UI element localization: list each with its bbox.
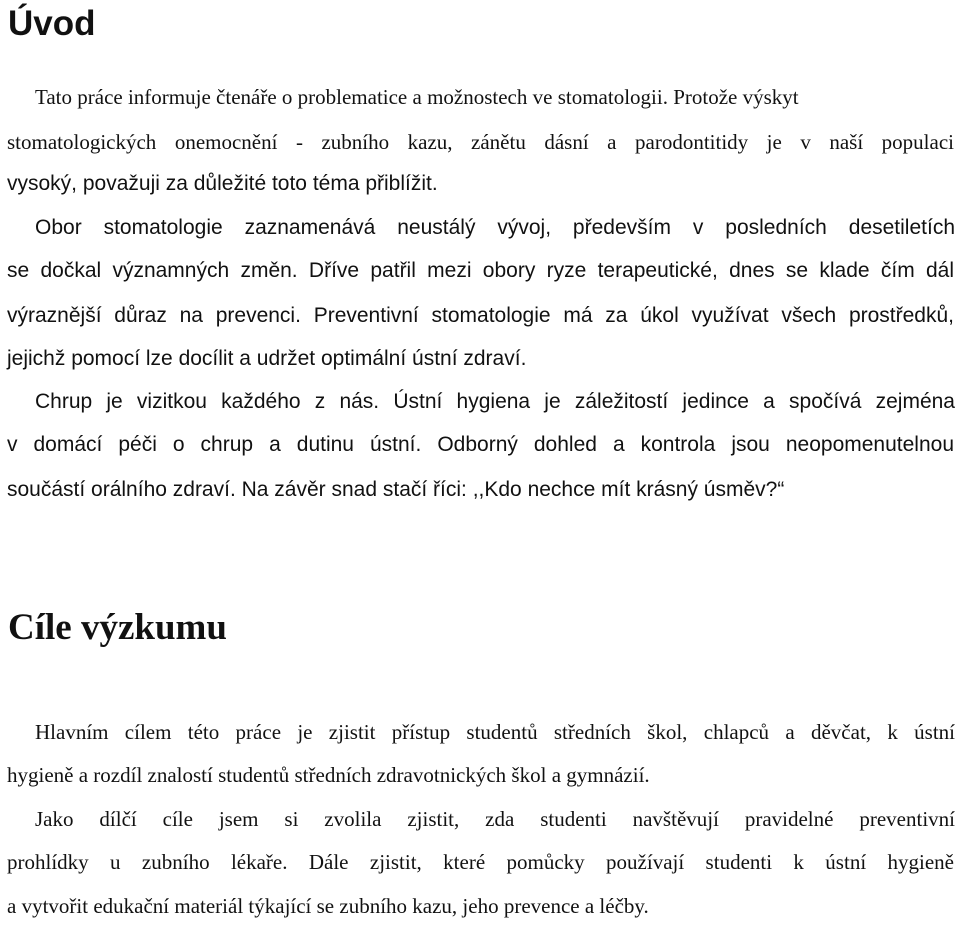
- section-heading-uvod: Úvod: [8, 4, 96, 43]
- paragraph-line: jejichž pomocí lze docílit a udržet optimální ústní zdraví.: [7, 347, 527, 370]
- paragraph-line: vysoký, považuji za důležité toto téma přiblížit.: [7, 172, 438, 195]
- paragraph-line: stomatologických onemocnění - zubního kazu, zánětu dásní a parodontitidy je v naší populaci: [7, 130, 954, 154]
- paragraph-line: a vytvořit edukační materiál týkající se zubního kazu, jeho prevence a léčby.: [7, 894, 649, 918]
- paragraph-line: prohlídky u zubního lékaře. Dále zjistit, které pomůcky používají studenti k ústní hygieně: [7, 850, 954, 874]
- paragraph-line: Hlavním cílem této práce je zjistit přístup studentů středních škol, chlapců a děvčat, k ústní: [35, 720, 955, 744]
- section-heading-cile-vyzkumu: Cíle výzkumu: [8, 607, 227, 648]
- paragraph-line: se dočkal významných změn. Dříve patřil mezi obory ryze terapeutické, dnes se klade čím dál: [7, 259, 954, 282]
- paragraph-line: Obor stomatologie zaznamenává neustálý vývoj, především v posledních desetiletích: [35, 216, 955, 239]
- paragraph-line: Chrup je vizitkou každého z nás. Ústní hygiena je záležitostí jedince a spočívá zejména: [35, 390, 955, 413]
- paragraph-line: součástí orálního zdraví. Na závěr snad stačí říci: ,,Kdo nechce mít krásný úsměv?“: [7, 478, 785, 501]
- paragraph-line: v domácí péči o chrup a dutinu ústní. Odborný dohled a kontrola jsou neopomenutelnou: [7, 433, 954, 456]
- paragraph-line: Jako dílčí cíle jsem si zvolila zjistit, zda studenti navštěvují pravidelné preventivní: [35, 807, 955, 831]
- paragraph-line: hygieně a rozdíl znalostí studentů středních zdravotnických škol a gymnázií.: [7, 763, 650, 787]
- paragraph-line: Tato práce informuje čtenáře o problematice a možnostech ve stomatologii. Protože výskyt: [35, 85, 799, 109]
- paragraph-line: výraznější důraz na prevenci. Preventivní stomatologie má za úkol využívat všech prostředků,: [7, 304, 954, 327]
